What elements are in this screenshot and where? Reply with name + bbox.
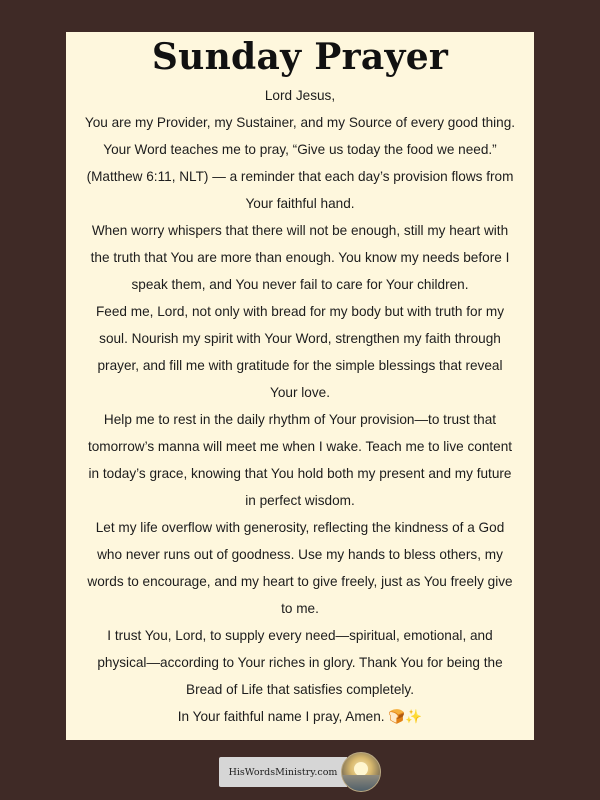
sun-shape [354,762,368,776]
prayer-paragraph: Help me to rest in the daily rhythm of Your provision—to trust that tomorrow’s manna will meet me when I wake. Teach me to live content in today’s grace, knowing that You hold both my present and my future in perfect wisdom. [87,412,513,508]
water-shape [342,775,380,791]
prayer-paragraph: I trust You, Lord, to supply every need—spiritual, emotional, and physical—according to Your riches in glory. Thank You for being the Bread of Life that satisfies completely. [97,628,503,697]
prayer-closing: In Your faithful name I pray, Amen. 🍞✨ [177,709,423,724]
prayer-paragraph: You are my Provider, my Sustainer, and my Source of every good thing. Your Word teaches me to pray, “Give us today the food we need.” (Matthew 6:11, NLT) — a reminder that each day’s provision flows from Your faithful hand. [84,115,516,211]
sunset-ocean-logo-icon [341,752,381,792]
prayer-paragraph: Let my life overflow with generosity, reflecting the kindness of a God who never runs out of goodness. Use my hands to bless others, my words to encourage, and my heart to give freely, just as You freely give to me. [87,520,513,616]
prayer-paragraph: Feed me, Lord, not only with bread for my body but with truth for my soul. Nourish my spirit with Your Word, strengthen my faith through prayer, and fill me with gratitude for the simple blessings that reveal Your love. [96,304,504,400]
page-title: Sunday Prayer [151,36,449,78]
prayer-greeting: Lord Jesus, [264,88,336,103]
prayer-paragraph: When worry whispers that there will not be enough, still my heart with the truth that You are more than enough. You know my needs before I speak them, and You never fail to care for Your children. [90,223,510,292]
footer-badge[interactable] [219,752,381,792]
prayer-card [66,32,534,740]
site-link[interactable]: HisWordsMinistry.com [219,757,347,787]
